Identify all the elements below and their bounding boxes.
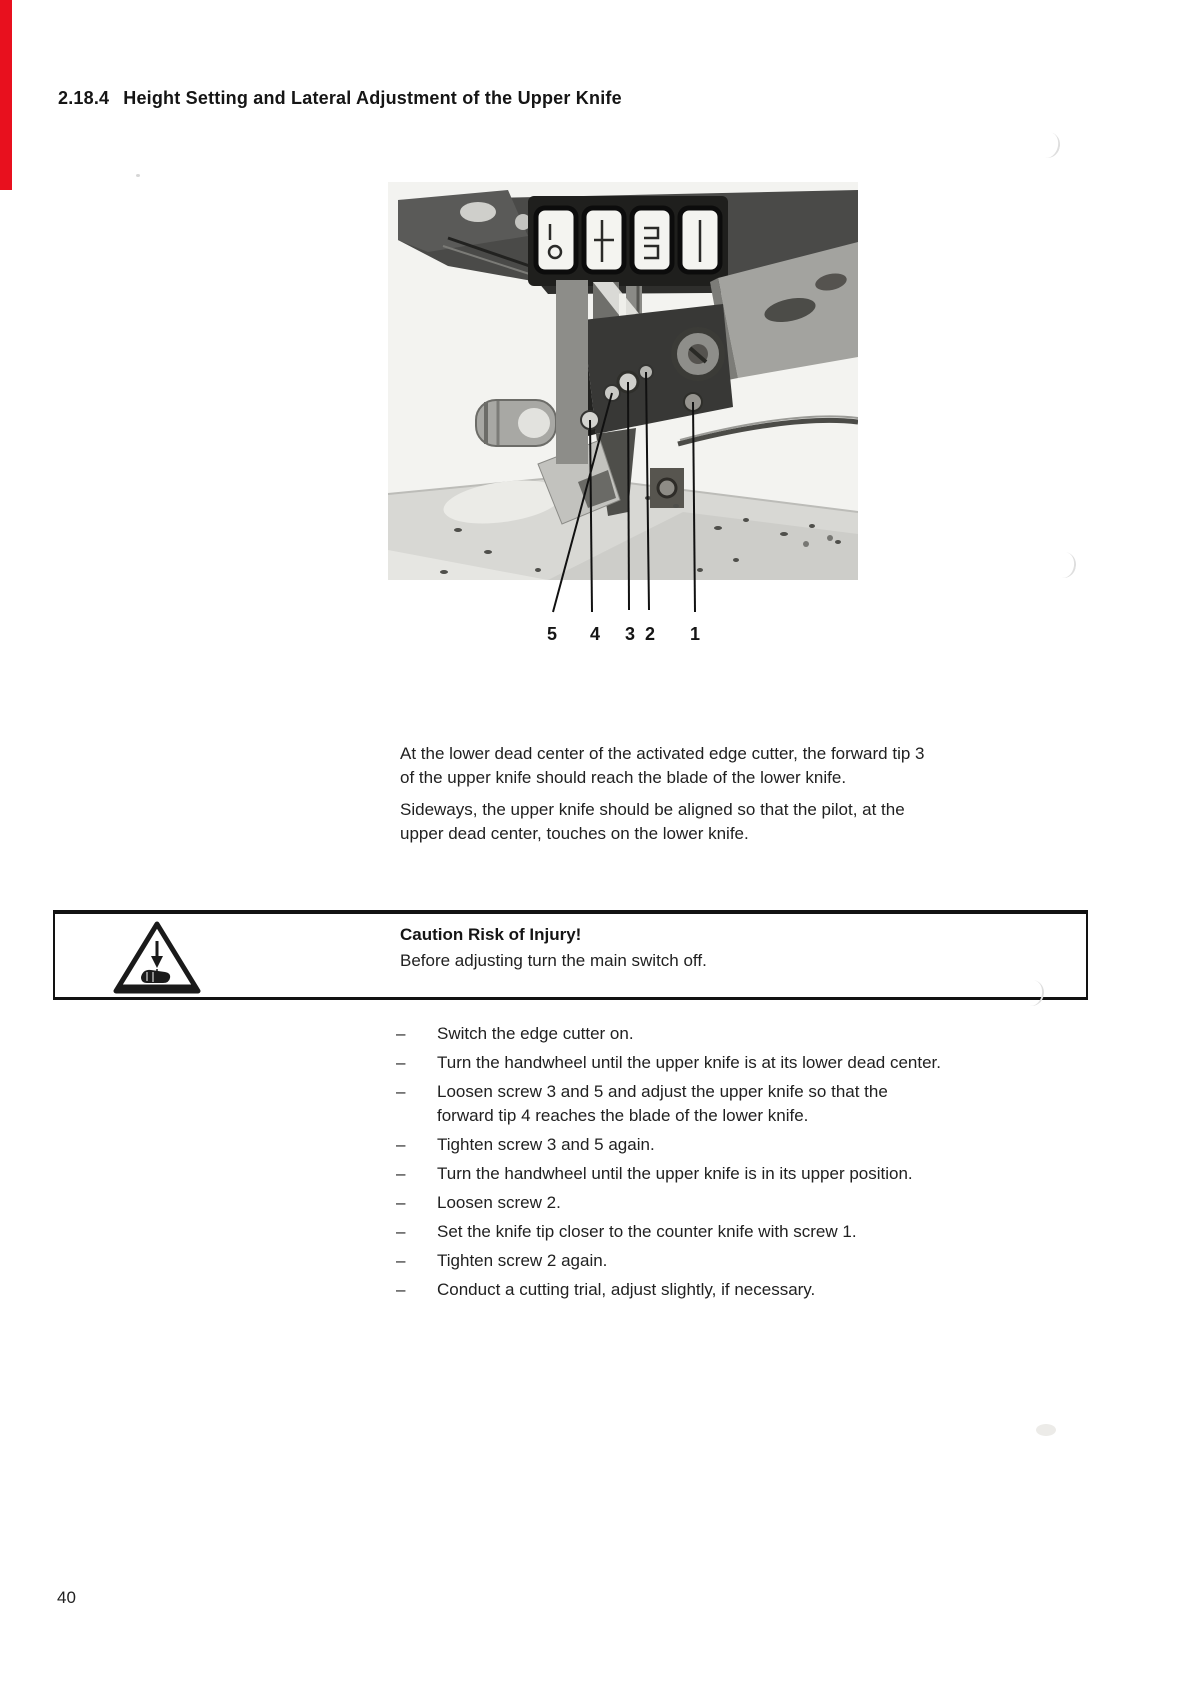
section-number: 2.18.4 [58, 88, 110, 108]
dash-bullet: – [396, 1164, 406, 1183]
callout-4: 4 [589, 624, 601, 644]
paragraph-1: At the lower dead center of the activated edge cutter, the forward tip 3 of the upper knife should reach the blade of the lower knife. [400, 744, 925, 787]
list-item: – Tighten screw 3 and 5 again. [396, 1133, 1056, 1157]
caution-body: Before adjusting turn the main switch off. [400, 951, 707, 970]
dash-bullet: – [396, 1280, 406, 1299]
callout-1: 1 [689, 624, 701, 644]
list-item: – Loosen screw 3 and 5 and adjust the upper knife so that the forward tip 4 reaches the blade of the lower knife. [396, 1080, 1056, 1128]
needle-hand-warning-triangle-icon [111, 919, 203, 997]
list-item: – Tighten screw 2 again. [396, 1249, 1056, 1273]
dash-bullet: – [396, 1193, 406, 1212]
adjustment-steps-list [396, 1022, 1056, 1307]
scan-artifact [1033, 129, 1063, 160]
caution-box [53, 910, 1088, 1000]
page-number: 40 [57, 1588, 76, 1607]
figure-edge-cutter-photo [388, 182, 858, 662]
body-text [400, 742, 1080, 854]
list-item: – Switch the edge cutter on. [396, 1022, 1056, 1046]
dash-bullet: – [396, 1251, 406, 1270]
dash-bullet: – [396, 1082, 406, 1101]
dash-bullet: – [396, 1222, 406, 1241]
red-margin-bar [0, 0, 12, 190]
caution-title: Caution Risk of Injury! [400, 925, 582, 944]
list-item: – Loosen screw 2. [396, 1191, 1056, 1215]
list-item: – Conduct a cutting trial, adjust slightly, if necessary. [396, 1278, 1056, 1302]
list-item: – Turn the handwheel until the upper knife is at its lower dead center. [396, 1051, 1056, 1075]
scan-artifact [1036, 1424, 1056, 1436]
dash-bullet: – [396, 1053, 406, 1072]
scan-artifact [1050, 550, 1078, 580]
callout-2: 2 [644, 624, 656, 644]
caution-text [400, 922, 707, 974]
section-heading [58, 88, 622, 109]
dash-bullet: – [396, 1135, 406, 1154]
scan-artifact [136, 174, 140, 177]
callout-5: 5 [546, 624, 558, 644]
list-item: – Turn the handwheel until the upper knife is in its upper position. [396, 1162, 1056, 1186]
dash-bullet: – [396, 1024, 406, 1043]
machine-photo-illustration [388, 182, 858, 652]
paragraph-2: Sideways, the upper knife should be aligned so that the pilot, at the upper dead center, touches on the lower knife. [400, 800, 905, 843]
callout-3: 3 [624, 624, 636, 644]
section-title: Height Setting and Lateral Adjustment of the Upper Knife [123, 88, 622, 108]
list-item: – Set the knife tip closer to the counter knife with screw 1. [396, 1220, 1056, 1244]
